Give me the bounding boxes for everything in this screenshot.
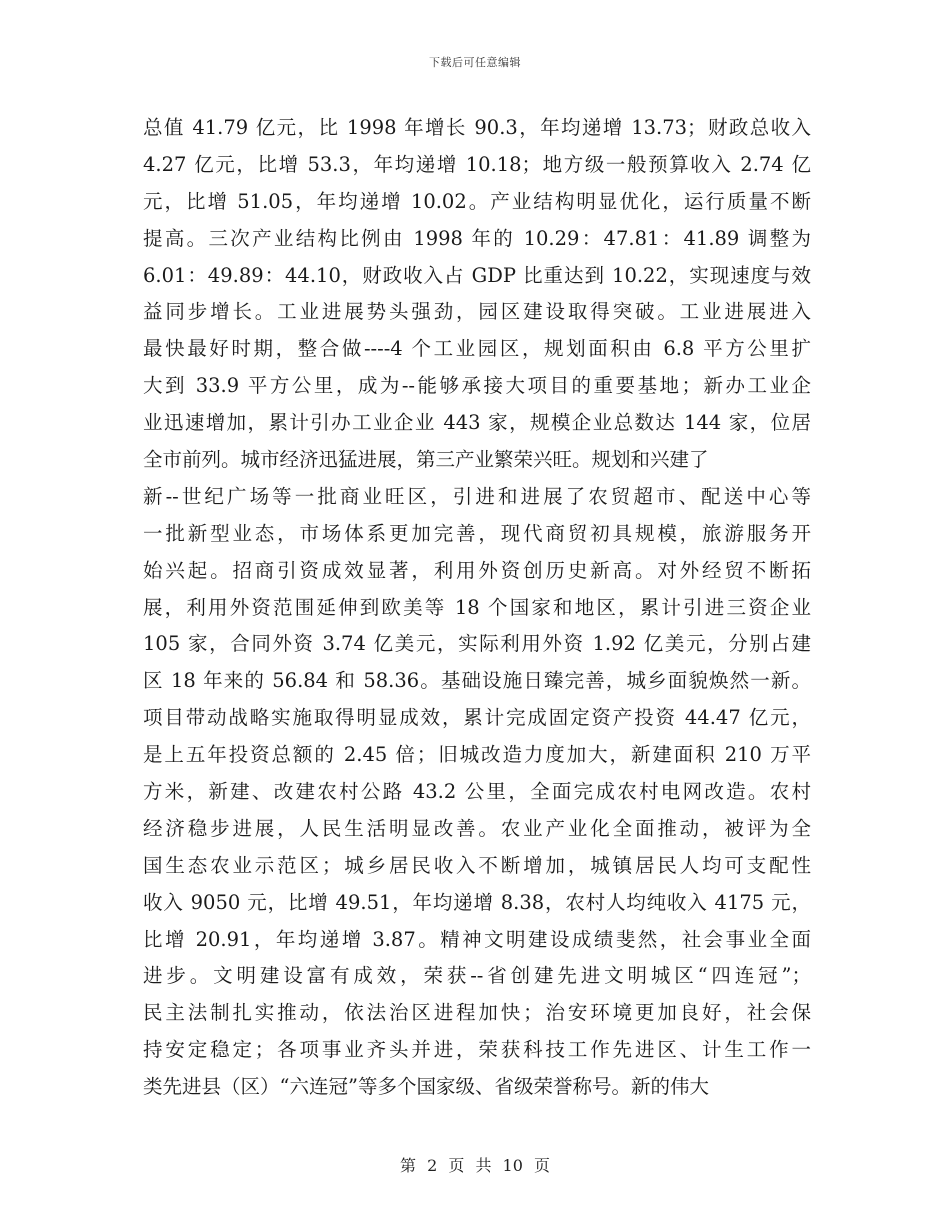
text-line: 进步。文明建设富有成效，荣获--省创建先进文明城区“四连冠”；	[143, 964, 811, 988]
text-line: 收入 9050 元，比增 49.51，年均递增 8.38，农村人均纯收入 4175 元，	[143, 890, 811, 914]
text-line: 6.01：49.89：44.10，财政收入占 GDP 比重达到 10.22，实现速度与效	[143, 263, 811, 287]
text-line: 持安定稳定；各项事业齐头并进，荣获科技工作先进区、计生工作一	[143, 1038, 811, 1062]
page-header-note: 下载后可任意编辑	[429, 56, 521, 69]
text-line: 经济稳步进展，人民生活明显改善。农业产业化全面推动，被评为全	[143, 816, 811, 840]
text-line: 区 18 年来的 56.84 和 58.36。基础设施日臻完善，城乡面貌焕然一新。	[143, 669, 811, 693]
text-line: 一批新型业态，市场体系更加完善，现代商贸初具规模，旅游服务开	[143, 521, 811, 545]
text-line: 国生态农业示范区；城乡居民收入不断增加，城镇居民人均可支配性	[143, 853, 811, 877]
text-line: 提高。三次产业结构比例由 1998 年的 10.29：47.81：41.89 调整为	[143, 226, 811, 250]
text-line: 比增 20.91，年均递增 3.87。精神文明建设成绩斐然，社会事业全面	[143, 927, 811, 951]
text-line: 大到 33.9 平方公里，成为--能够承接大项目的重要基地；新办工业企	[143, 374, 811, 398]
text-line: 元，比增 51.05，年均递增 10.02。产业结构明显优化，运行质量不断	[143, 189, 811, 213]
text-line: 全市前列。城市经济迅猛进展，第三产业繁荣兴旺。规划和兴建了	[143, 448, 709, 472]
text-line: 项目带动战略实施取得明显成效，累计完成固定资产投资 44.47 亿元，	[143, 706, 811, 730]
text-line: 105 家，合同外资 3.74 亿美元，实际利用外资 1.92 亿美元，分别占建	[143, 632, 811, 656]
text-line: 最快最好时期，整合做----4 个工业园区，规划面积由 6.8 平方公里扩	[143, 337, 811, 361]
text-line: 总值 41.79 亿元，比 1998 年增长 90.3，年均递增 13.73；财政总收入	[143, 116, 811, 139]
page-number-footer: 第 2 页 共 10 页	[400, 1156, 550, 1175]
text-line: 4.27 亿元，比增 53.3，年均递增 10.18；地方级一般预算收入 2.74 亿	[143, 152, 811, 176]
text-line: 是上五年投资总额的 2.45 倍；旧城改造力度加大，新建面积 210 万平	[143, 743, 811, 767]
text-line: 始兴起。招商引资成效显著，利用外资创历史新高。对外经贸不断拓	[143, 558, 811, 582]
text-line: 展，利用外资范围延伸到欧美等 18 个国家和地区，累计引进三资企业	[143, 595, 811, 619]
text-line: 方米，新建、改建农村公路 43.2 公里，全面完成农村电网改造。农村	[143, 780, 811, 804]
text-line: 新--世纪广场等一批商业旺区，引进和进展了农贸超市、配送中心等	[143, 484, 811, 508]
text-line: 类先进县（区）“六连冠”等多个国家级、省级荣誉称号。新的伟大	[143, 1075, 709, 1099]
text-line: 民主法制扎实推动，依法治区进程加快；治安环境更加良好，社会保	[143, 1001, 811, 1025]
text-line: 益同步增长。工业进展势头强劲，园区建设取得突破。工业进展进入	[143, 300, 811, 324]
text-line: 业迅速增加，累计引办工业企业 443 家，规模企业总数达 144 家，位居	[143, 411, 811, 435]
document-body	[143, 110, 811, 1106]
